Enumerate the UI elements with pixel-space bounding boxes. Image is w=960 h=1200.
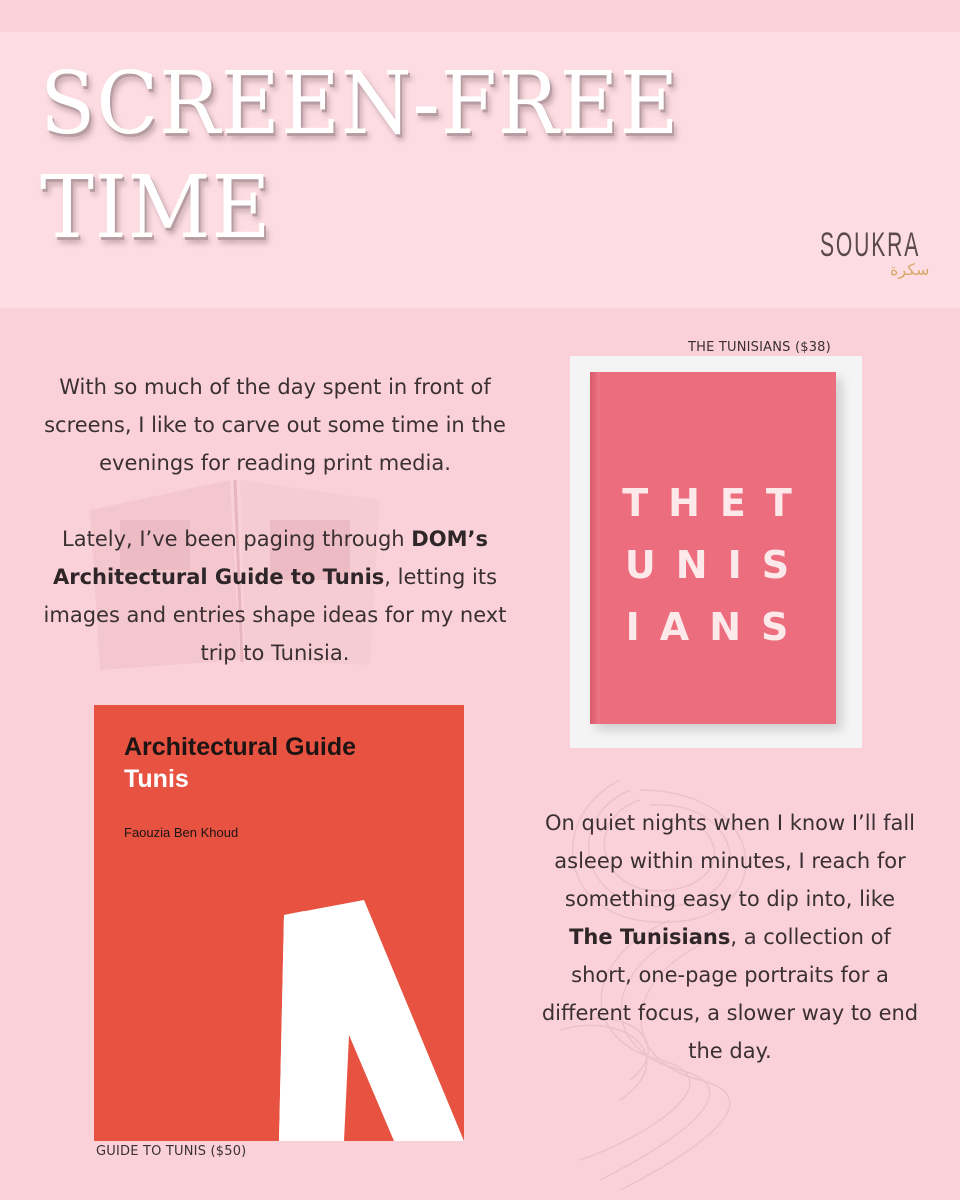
- intro-p2-bold: DOM’s Architectural Guide to Tunis: [52, 527, 488, 589]
- tunisians-book-cover: [590, 372, 836, 724]
- guide-book-author: Faouzia Ben Khoud: [124, 825, 239, 840]
- closing-prefix: On quiet nights when I know I’ll fall asleep within minutes, I reach for something easy to dip into, like: [544, 811, 916, 911]
- title-line-2: TIME: [40, 158, 272, 258]
- logo-text: SOUKRA: [820, 226, 921, 264]
- tunisians-book-image: [570, 356, 862, 748]
- architectural-guide-book-image: [94, 705, 464, 1141]
- guide-book-subtitle: Tunis: [124, 765, 189, 793]
- closing-paragraph: [540, 804, 920, 1070]
- soukra-logo: [820, 226, 940, 286]
- closing-bold: The Tunisians: [569, 925, 731, 949]
- closing-suffix: , a collection of short, one-page portraits for a different focus, a slower way to end the day.: [541, 925, 919, 1063]
- intro-p2-suffix: , letting its images and entries shape ideas for my next trip to Tunisia.: [43, 565, 507, 665]
- guide-book-title: Architectural Guide: [124, 733, 356, 761]
- guide-caption: GUIDE TO TUNIS ($50): [96, 1144, 247, 1159]
- tunisians-caption: THE TUNISIANS ($38): [688, 340, 831, 355]
- tunisians-cover-title: THET UNIS IANS: [622, 481, 812, 649]
- logo-arabic: سكرة: [890, 260, 930, 279]
- intro-paragraph-2: [40, 520, 510, 672]
- intro-p2-prefix: Lately, I’ve been paging through: [62, 527, 412, 551]
- title-line-1: SCREEN-FREE: [40, 54, 680, 154]
- book-spine: [590, 372, 600, 724]
- intro-paragraph-1: With so much of the day spent in front of screens, I like to carve out some time in the evenings for reading print media.: [44, 375, 506, 475]
- page-title: [40, 52, 720, 260]
